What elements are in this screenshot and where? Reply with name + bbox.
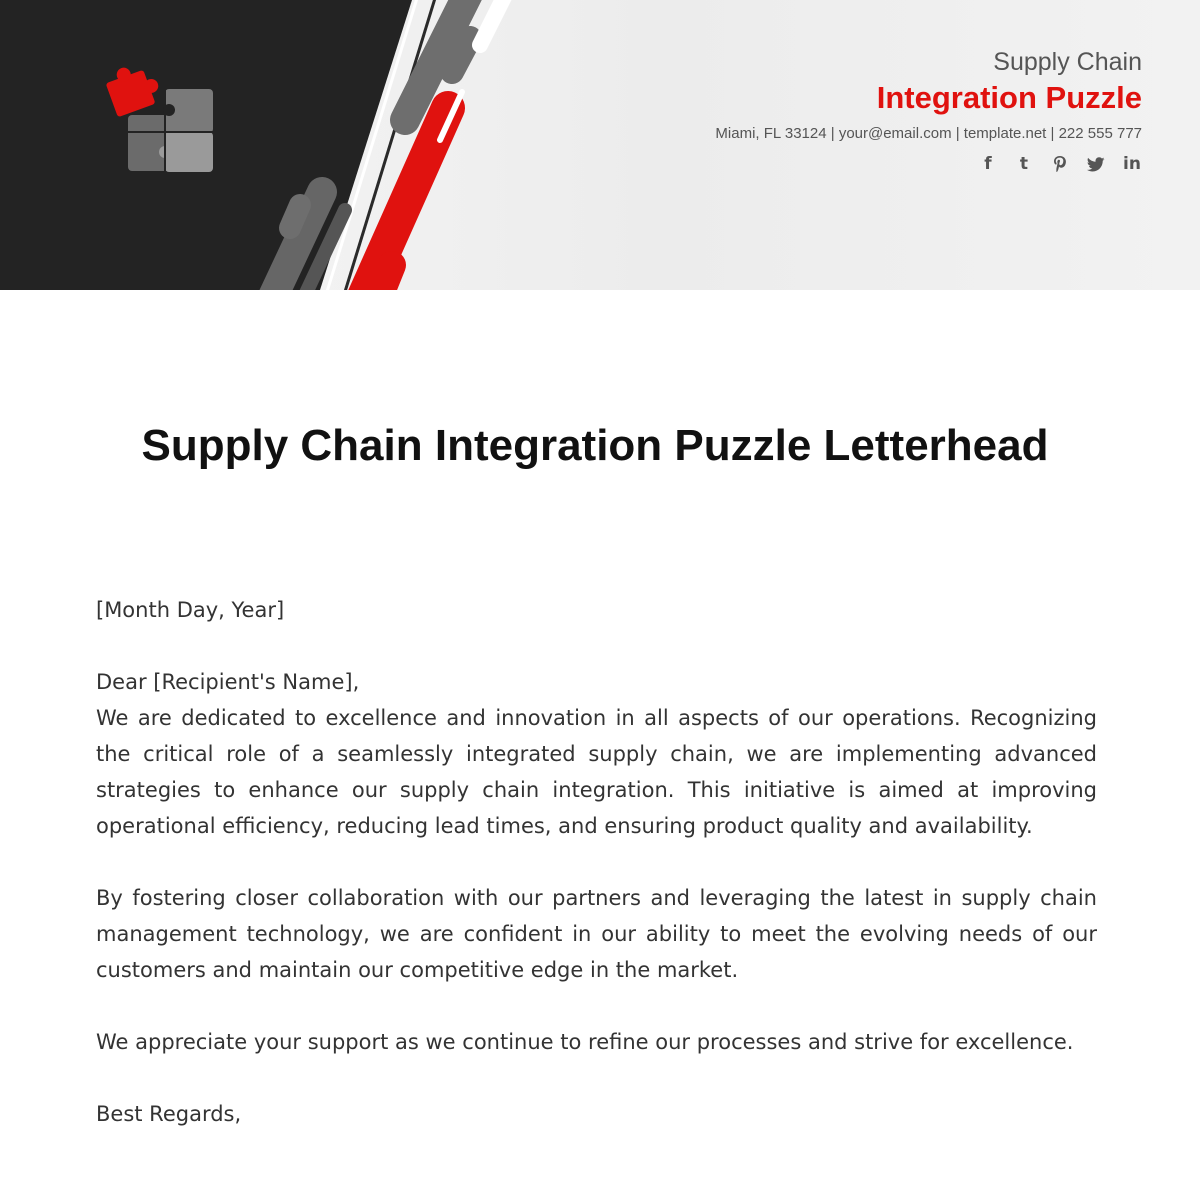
puzzle-logo bbox=[105, 62, 217, 174]
social-links bbox=[715, 154, 1142, 174]
red-stripe bbox=[380, 265, 392, 290]
letterhead-header bbox=[0, 0, 1200, 290]
pinterest-icon[interactable] bbox=[1050, 154, 1070, 174]
gray-stripe bbox=[452, 38, 470, 72]
company-name-line1: Supply Chain bbox=[993, 48, 1142, 76]
date-line: [Month Day, Year] bbox=[96, 598, 285, 622]
facebook-icon[interactable]: f bbox=[984, 154, 992, 174]
linkedin-icon[interactable]: in bbox=[1123, 154, 1141, 174]
closing: Best Regards, bbox=[96, 1102, 242, 1126]
paragraph-2: By fostering closer collaboration with our partners and leveraging the latest in supply chain management technology, we are confident in our ability to meet the evolving needs of our customers and maintain our competitive edge in the market. bbox=[96, 886, 1097, 982]
document-title: Supply Chain Integration Puzzle Letterhead bbox=[141, 421, 1049, 470]
letter-body bbox=[96, 592, 1097, 1132]
company-name-line2: Integration Puzzle bbox=[876, 80, 1142, 115]
twitter-icon[interactable] bbox=[1086, 154, 1106, 174]
paragraph-1: We are dedicated to excellence and innovation in all aspects of our operations. Recognizing the critical role of a seamlessly integrated supply chain, we are implementing advanced strategies to enhance our supply chain integration. This initiative is aimed at improving operational efficiency, reducing lead times, and ensuring product quality and availability. bbox=[96, 706, 1097, 838]
company-info bbox=[715, 46, 1142, 174]
tumblr-icon[interactable]: t bbox=[1019, 154, 1029, 174]
paragraph-3: We appreciate your support as we continue to refine our processes and strive for excellence. bbox=[96, 1030, 1074, 1054]
salutation: Dear [Recipient's Name], bbox=[96, 670, 360, 694]
contact-details: Miami, FL 33124 | your@email.com | template.net | 222 555 777 bbox=[715, 125, 1142, 142]
gray-stripe bbox=[290, 205, 300, 228]
